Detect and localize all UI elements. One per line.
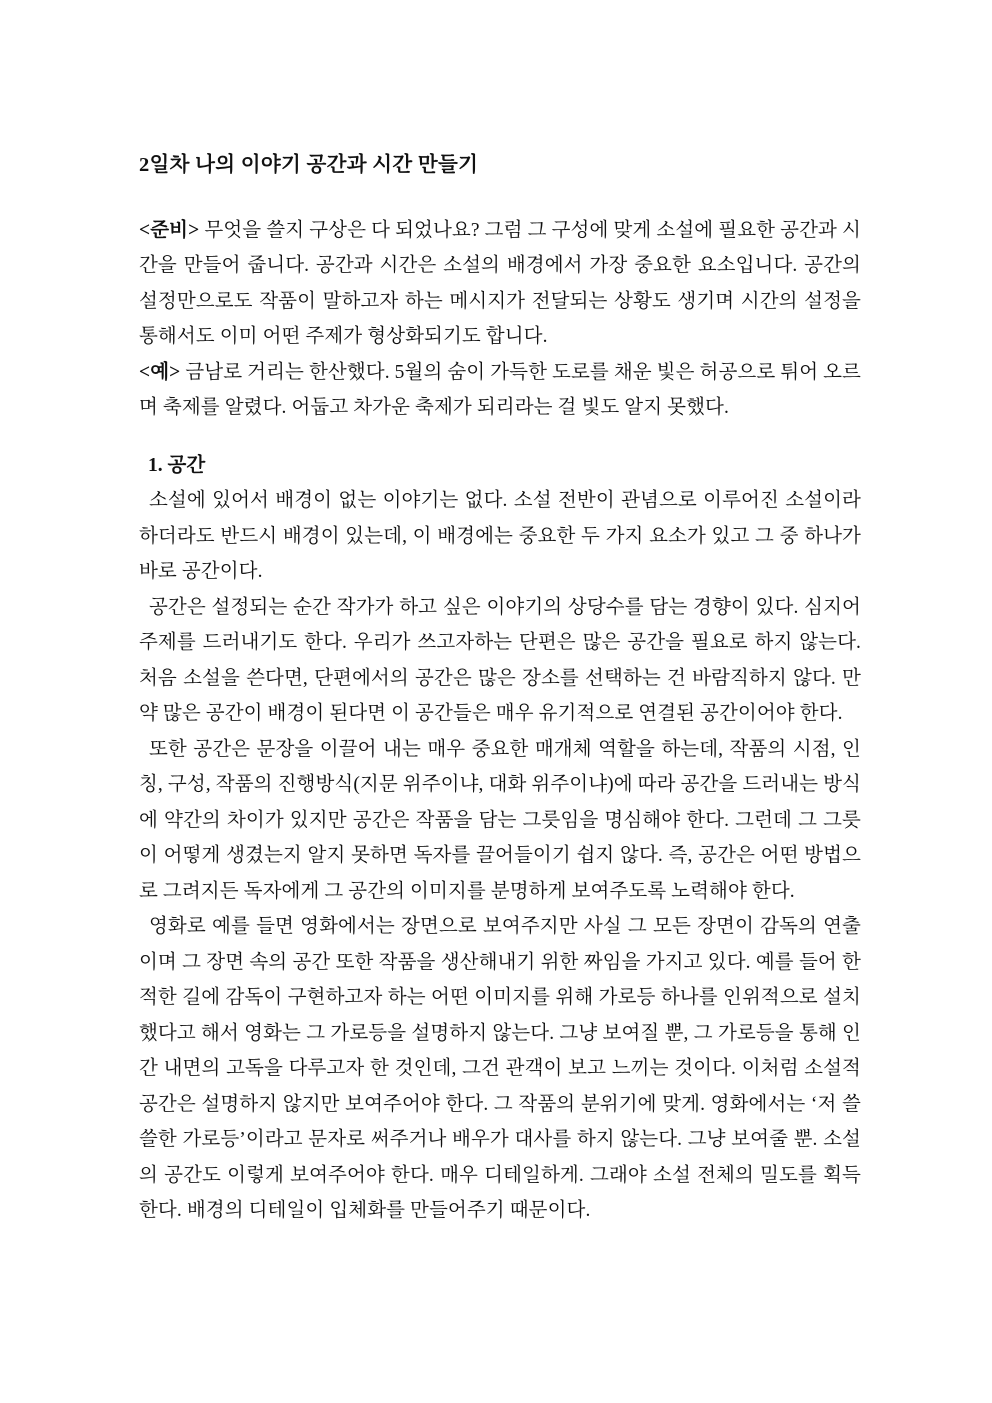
example-label: <예> [139,361,181,383]
section-paragraph: 소설에 있어서 배경이 없는 이야기는 없다. 소설 전반이 관념으로 이루어진 소설이라 하더라도 반드시 배경이 있는데, 이 배경에는 중요한 두 가지 요소가 있고 그 중 하나가 바로 공간이다. [139,490,861,583]
document-body [139,150,861,1229]
example-text: 금남로 거리는 한산했다. 5월의 숨이 가득한 도로를 채운 빛은 허공으로 튀어 오르며 축제를 알렸다. 어둡고 차가운 축제가 되리라는 걸 빛도 알지 못했다. [139,361,861,419]
example-paragraph [139,355,861,426]
section-heading-space: 1. 공간 [148,454,206,476]
title-spacer [139,187,861,213]
page-title: 2일차 나의 이야기 공간과 시간 만들기 [139,154,479,176]
section-paragraph: 공간은 설정되는 순간 작가가 하고 싶은 이야기의 상당수를 담는 경향이 있다. 심지어 주제를 드러내기도 한다. 우리가 쓰고자하는 단편은 많은 공간을 필요로 하지 않는다. 처음 소설을 쓴다면, 단편에서의 공간은 많은 장소를 선택하는 건 바람직하지 않다. 만약 많은 공간이 배경이 된다면 이 공간들은 매우 유기적으로 연결된 공간이어야 한다. [139,596,861,725]
preparation-label: <준비> [139,219,200,241]
preparation-text: 무엇을 쓸지 구상은 다 되었나요? 그럼 그 구성에 맞게 소설에 필요한 공간과 시간을 만들어 줍니다. 공간과 시간은 소설의 배경에서 가장 중요한 요소입니다. 공간의 설정만으로도 작품이 말하고자 하는 메시지가 전달되는 상황도 생기며 시간의 설정을 통해서도 이미 어떤 주제가 형상화되기도 합니다. [139,219,861,348]
section-paragraph: 또한 공간은 문장을 이끌어 내는 매우 중요한 매개체 역할을 하는데, 작품의 시점, 인칭, 구성, 작품의 진행방식(지문 위주이냐, 대화 위주이냐)에 따라 공간을 드러내는 방식에 약간의 차이가 있지만 공간은 작품을 담는 그릇임을 명심해야 한다. 그런데 그 그릇이 어떻게 생겼는지 알지 못하면 독자를 끌어들이기 쉽지 않다. 즉, 공간은 어떤 방법으로 그려지든 독자에게 그 공간의 이미지를 분명하게 보여주도록 노력해야 한다. [139,738,861,902]
section-paragraph: 영화로 예를 들면 영화에서는 장면으로 보여주지만 사실 그 모든 장면이 감독의 연출이며 그 장면 속의 공간 또한 작품을 생산해내기 위한 짜임을 가지고 있다. 예를 들어 한적한 길에 감독이 구현하고자 하는 어떤 이미지를 위해 가로등 하나를 인위적으로 설치했다고 해서 영화는 그 가로등을 설명하지 않는다. 그냥 보여질 뿐, 그 가로등을 통해 인간 내면의 고독을 다루고자 한 것인데, 그건 관객이 보고 느끼는 것이다. 이처럼 소설적 공간은 설명하지 않지만 보여주어야 한다. 그 작품의 분위기에 맞게. 영화에서는 ‘저 쓸쓸한 가로등’이라고 문자로 써주거나 배우가 대사를 하지 않는다. 그냥 보여줄 뿐. 소설의 공간도 이렇게 보여주어야 한다. 매우 디테일하게. 그래야 소설 전체의 밀도를 획득한다. 배경의 디테일이 입체화를 만들어주기 때문이다. [139,916,861,1222]
preparation-paragraph [139,213,861,355]
section-spacer [139,426,861,448]
